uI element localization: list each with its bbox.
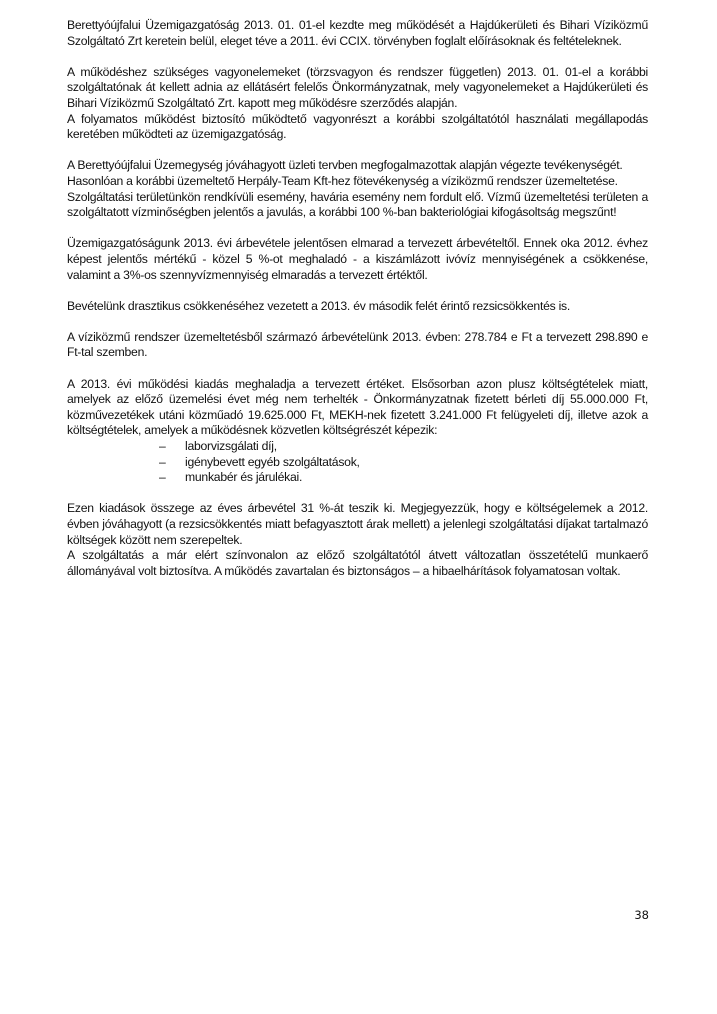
paragraph-utility-cut: Bevételünk drasztikus csökkenéséhez vezetett a 2013. év második felét érintő rezsicsökkentés is. [67,298,571,313]
paragraph-main-activity: Hasonlóan a korábbi üzemeltető Herpály-Team Kft-hez fötevékenység a víziközmű rendszer üzemeltetése. [67,173,618,188]
paragraph-assets: A működéshez szükséges vagyonelemeket (törzsvagyon és rendszer független) 2013. 01. 01-el a korábbi szolgáltatónak át kellett adnia az ellátásért felelős Önkormányzatnak, mely vagyonelemeket a Hajdúkerületi és Bihari Víziközmű Szolgáltató Zrt. kapott meg működésre szerződés alapján. [67,64,648,110]
paragraph-water-quality: Szolgáltatási területünkön rendkívüli esemény, havária esemény nem fordult elő. Vízmű üzemeltetési területen a szolgáltatott vízminőségben jelentős a javulás, a korábbi 100 %-ban bakteriológiai kifogásoltság megszűnt! [67,189,648,220]
paragraph-revenue-figures: A víziközmű rendszer üzemeltetésből származó árbevételünk 2013. évben: 278.784 e Ft a tervezett 298.890 e Ft-tal szemben. [67,329,648,360]
cost-items-list [67,439,648,486]
paragraph-operation: A folyamatos működést biztosító működtető vagyonrészt a korábbi szolgáltatótól használati megállapodás keretében működteti az üzemigazgatóság. [67,111,648,142]
list-item [159,455,648,471]
list-item [159,439,648,455]
paragraph-business-plan: A Berettyóújfalui Üzemegység jóváhagyott üzleti tervben megfogalmazottak alapján végezte tevékenységét. [67,158,623,173]
paragraph-operating-costs: A 2013. évi működési kiadás meghaladja a tervezett értéket. Elsősorban azon plusz költségtételek miatt, amelyek az előző üzemelési évet még nem terhelték - Önkormányzatnak fizetett bérleti díj 55.000.000 Ft, közművezetékek utáni közműadó 19.625.000 Ft, MEKH-nek fizetett 3.241.000 Ft felügyeleti díj, illetve azok a költségtételek, amelyek a működésnek közvetlen költségrészét képezik: [67,376,648,438]
list-item-text: laborvizsgálati díj, [185,439,277,454]
paragraph-expense-share: Ezen kiadások összege az éves árbevétel 31 %-át teszik ki. Megjegyezzük, hogy e költségelemek a 2012. évben jóváhagyott (a rezsicsökkentés miatt befagyasztott árak mellett) a jelenlegi szolgáltatási díjakat tartalmazó költségek között nem szerepeltek. [67,501,648,547]
list-bullet: – [159,454,166,469]
list-bullet: – [159,439,166,454]
page-number: 38 [634,908,649,922]
document-body [67,18,648,595]
paragraph-service-level: A szolgáltatás a már elért színvonalon az előző szolgáltatótól átvett változatlan összetételű munkaerő állományával volt biztosítva. A működés zavartalan és biztonságos – a hibaelhárítások folyamatosan voltak. [67,548,648,578]
paragraph-intro: Berettyóújfalui Üzemigazgatóság 2013. 01. 01-el kezdte meg működését a Hajdúkerületi és Bihari Víziközmű Szolgáltató Zrt keretein belül, eleget téve a 2011. évi CCIX. törvényben foglalt előírásoknak és feltételeknek. [67,18,648,48]
paragraph-revenue-shortfall: Üzemigazgatóságunk 2013. évi árbevétele jelentősen elmarad a tervezett árbevételtől. Ennek oka 2012. évhez képest jelentős mértékű - közel 5 %-ot meghaladó - a kiszámlázott ivóvíz mennyiségének a csökkenése, valamint a 3%-os szennyvízmennyiség elmaradás a tervezett értéktől. [67,236,648,282]
list-item-text: igénybevett egyéb szolgáltatások, [185,454,360,469]
list-bullet: – [159,470,166,485]
list-item [159,470,648,486]
list-item-text: munkabér és járulékai. [185,470,303,485]
